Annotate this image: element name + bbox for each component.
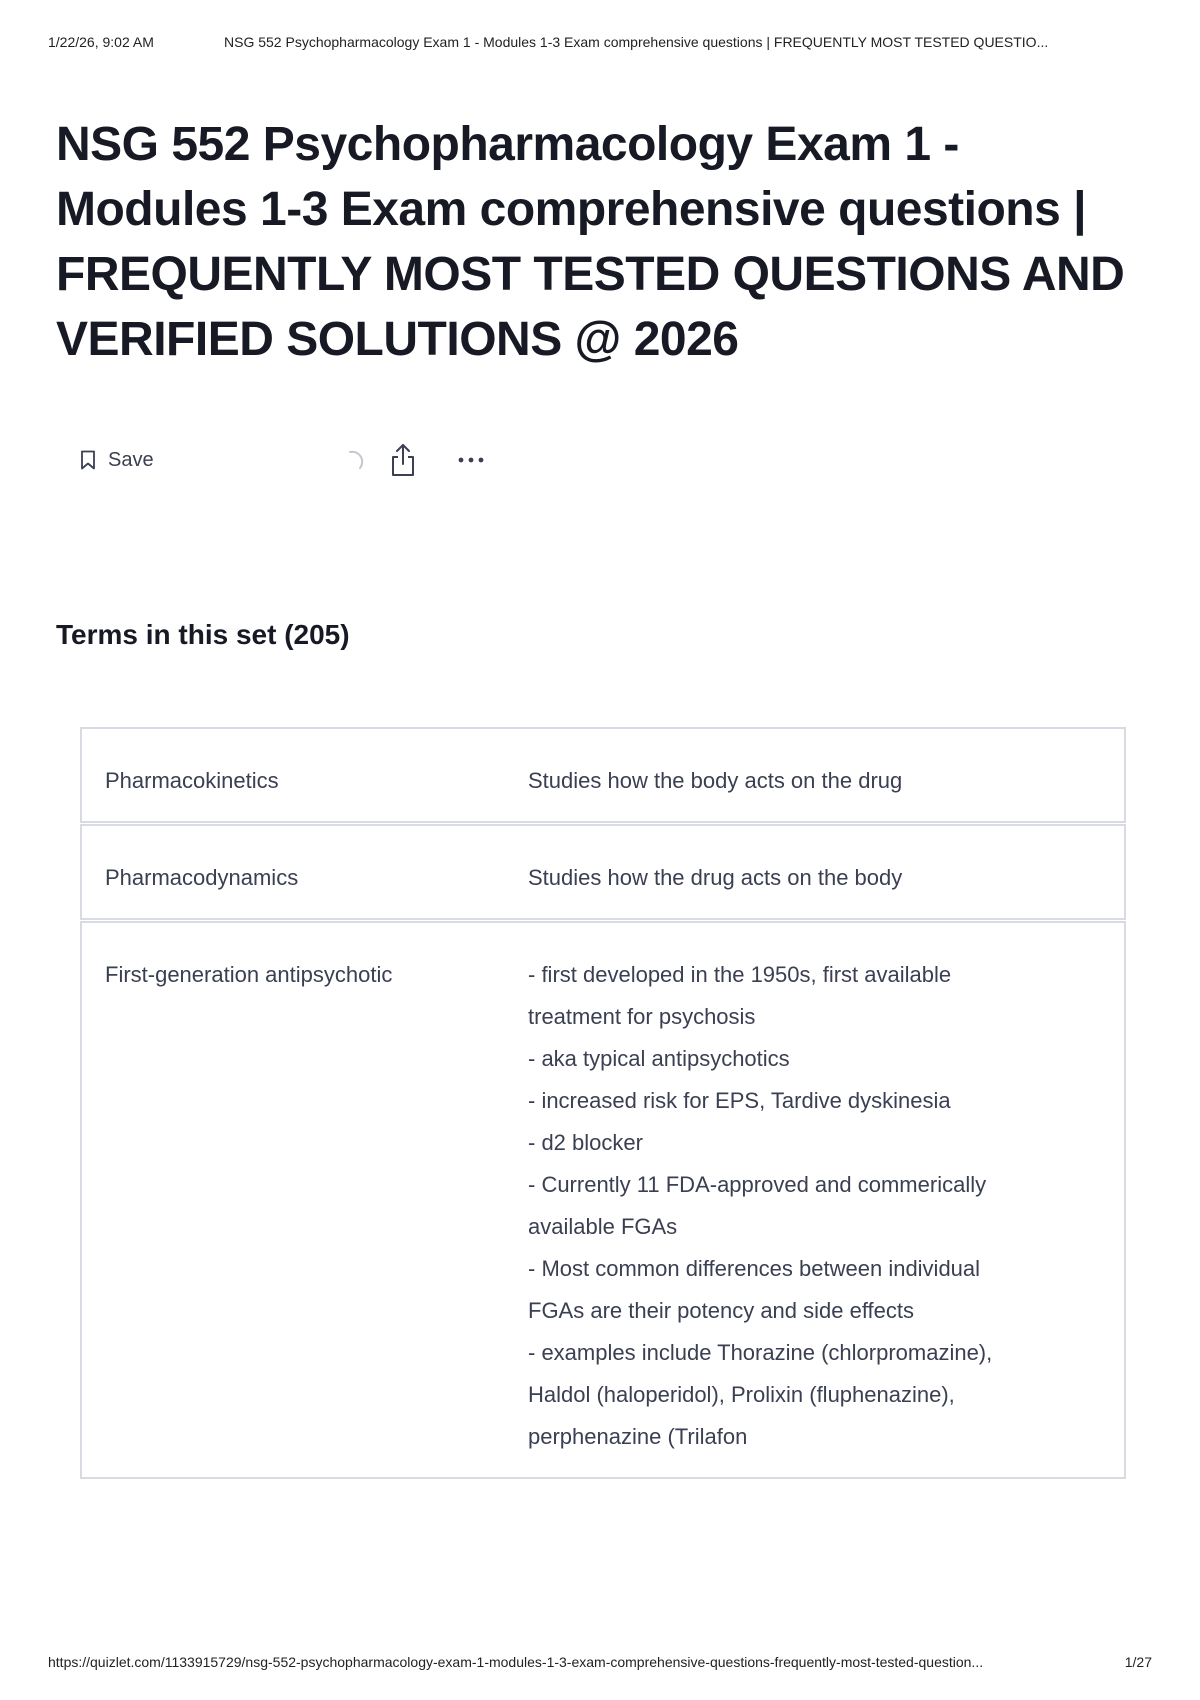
term-text: Pharmacodynamics — [105, 865, 299, 890]
definition-text — [528, 729, 1124, 821]
term-text: Pharmacokinetics — [105, 768, 279, 793]
definition-line: - first developed in the 1950s, first available — [528, 962, 952, 987]
definition-text — [528, 923, 1124, 1477]
term-row — [80, 921, 1126, 1479]
definition-line: - aka typical antipsychotics — [528, 1046, 790, 1071]
term-text: First-generation antipsychotic — [105, 962, 393, 987]
definition-line: - Most common differences between individual — [528, 1256, 981, 1281]
definition-line: Haldol (haloperidol), Prolixin (fluphenazine), — [528, 1382, 955, 1407]
definition-line: - Currently 11 FDA-approved and commerically — [528, 1172, 987, 1197]
definition-line: - increased risk for EPS, Tardive dyskinesia — [528, 1088, 951, 1113]
share-button[interactable] — [388, 442, 418, 483]
more-options-button[interactable] — [456, 448, 486, 477]
term-row — [80, 824, 1126, 920]
save-button[interactable] — [80, 446, 154, 474]
definition-line: FGAs are their potency and side effects — [528, 1298, 915, 1323]
terms-table — [80, 727, 1126, 1480]
definition-line: available FGAs — [528, 1214, 678, 1239]
definition-text — [528, 826, 1124, 918]
share-icon — [388, 465, 418, 482]
definition-line: - examples include Thorazine (chlorpromazine), — [528, 1340, 993, 1365]
definition-line: Studies how the body acts on the drug — [528, 768, 903, 793]
definition-line: - d2 blocker — [528, 1130, 643, 1155]
save-label: Save — [108, 448, 154, 471]
page-title: NSG 552 Psychopharmacology Exam 1 - Modules 1-3 Exam comprehensive questions | FREQUENTLY MOST TESTED QUESTIONS AND VERIFIED SOLUTIONS @ 2026 — [56, 118, 1125, 366]
more-icon — [456, 459, 486, 476]
definition-line: Studies how the drug acts on the body — [528, 865, 903, 890]
loading-spinner-icon — [344, 448, 368, 477]
print-header — [48, 34, 1152, 54]
term-row — [80, 727, 1126, 823]
definition-line: treatment for psychosis — [528, 1004, 756, 1029]
page-number: 1/27 — [1124, 1654, 1152, 1670]
set-toolbar — [80, 440, 520, 480]
terms-heading: Terms in this set (205) — [56, 619, 350, 650]
definition-line: perphenazine (Trilafon — [528, 1424, 748, 1449]
print-url: https://quizlet.com/1133915729/nsg-552-psychopharmacology-exam-1-modules-1-3-exam-comprehensive-questions-frequently-most-tested-question... — [48, 1654, 984, 1670]
print-doc-title: NSG 552 Psychopharmacology Exam 1 - Modules 1-3 Exam comprehensive questions | FREQUENTLY MOST TESTED QUESTIO... — [224, 34, 1049, 50]
bookmark-icon — [80, 450, 96, 470]
print-date: 1/22/26, 9:02 AM — [48, 34, 154, 50]
print-footer — [48, 1654, 1152, 1674]
